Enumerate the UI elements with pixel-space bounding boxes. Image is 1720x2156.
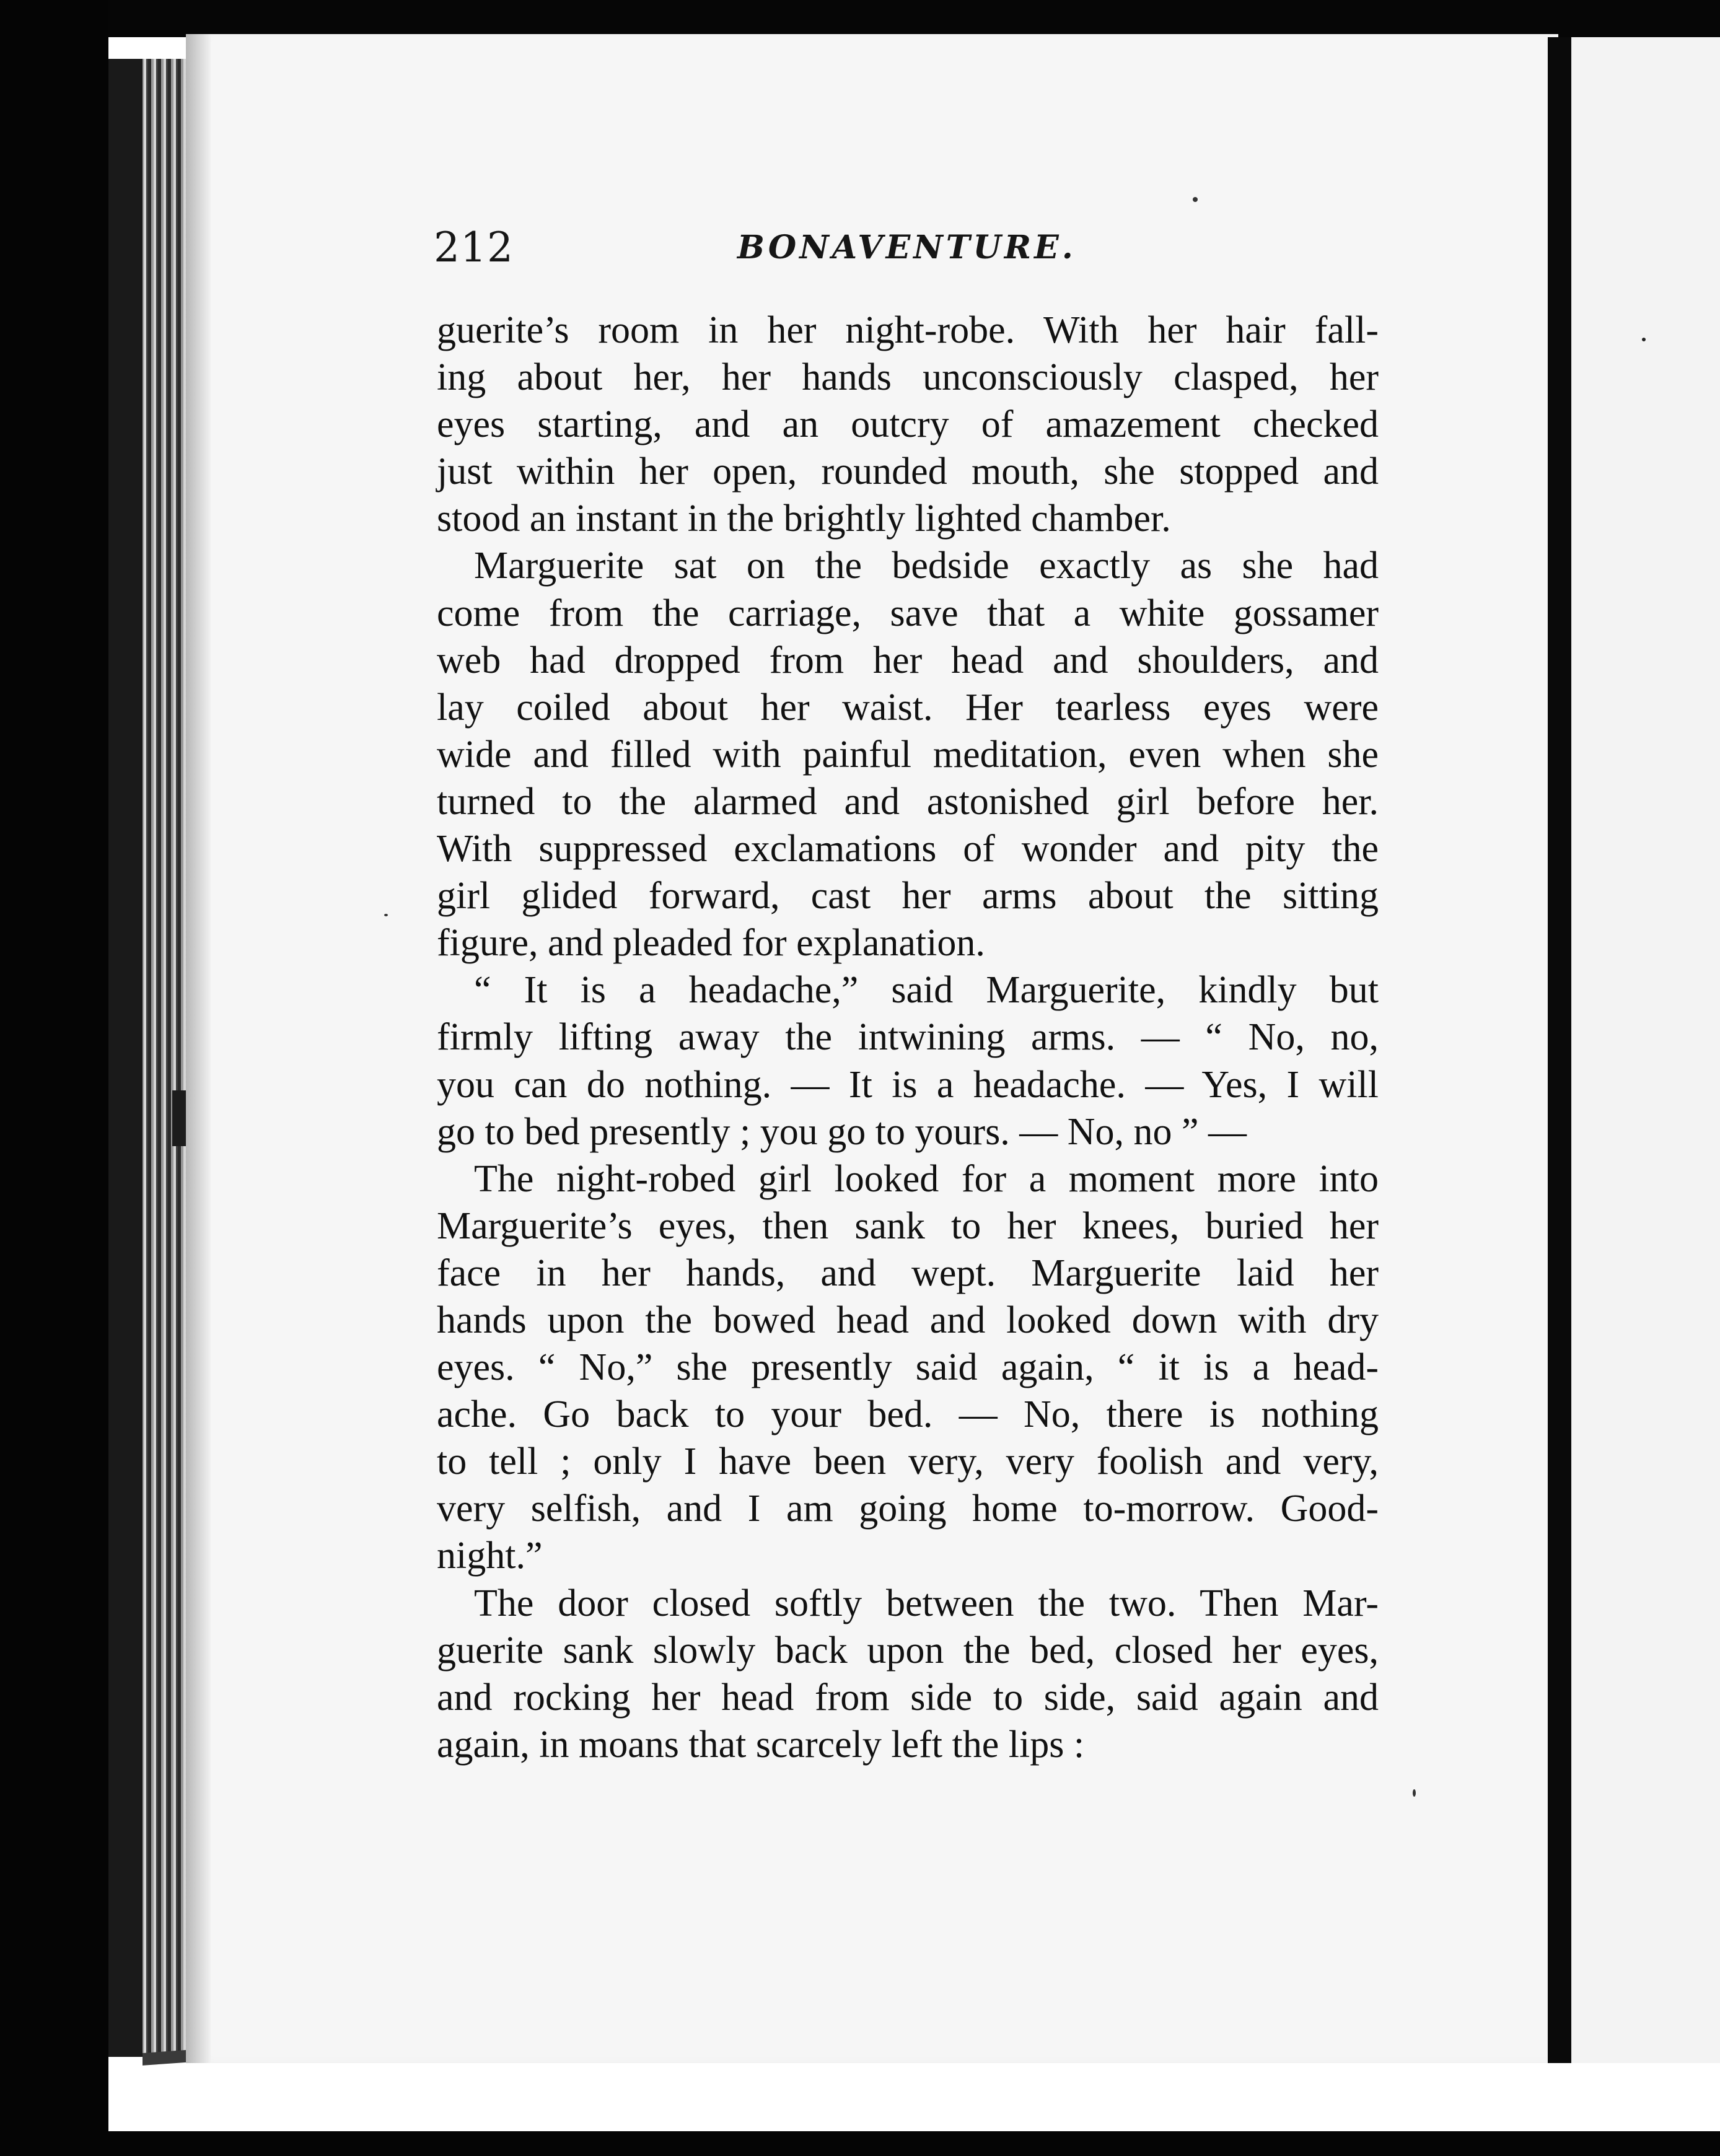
text-line: ing about her, her hands unconsciously clasped, her: [437, 356, 1379, 399]
text-line: night.”: [437, 1535, 543, 1577]
text-line: very selfish, and I am going home to-morrow. Good-: [437, 1488, 1379, 1530]
dust-speck: [1413, 1789, 1416, 1797]
text-line: lay coiled about her waist. Her tearless eyes were: [437, 686, 1379, 729]
text-line: “ It is a headache,” said Marguerite, kindly but: [474, 969, 1379, 1012]
dust-speck: [1193, 197, 1198, 202]
scan-border-left: [0, 0, 108, 2156]
book-spine-shadow: [108, 59, 143, 2057]
text-line: go to bed presently ; you go to yours. — No, no ” —: [437, 1110, 1247, 1153]
text-line: to tell ; only I have been very, very foolish and very,: [437, 1440, 1379, 1483]
scan-border-top: [0, 0, 1720, 37]
text-line: again, in moans that scarcely left the lips :: [437, 1723, 1085, 1766]
page-number: 212: [434, 224, 514, 271]
text-line: turned to the alarmed and astonished girl before her.: [437, 780, 1379, 823]
text-line: and rocking her head from side to side, said again and: [437, 1676, 1379, 1719]
text-line: firmly lifting away the intwining arms. — “ No, no,: [437, 1016, 1379, 1059]
text-line: just within her open, rounded mouth, she stopped and: [437, 450, 1379, 493]
text-line: stood an instant in the brightly lighted chamber.: [437, 497, 1171, 540]
text-line: wide and filled with painful meditation, even when she: [437, 733, 1379, 776]
text-line: girl glided forward, cast her arms about the sitting: [437, 875, 1379, 918]
body-text: [437, 307, 1379, 1768]
dust-speck: [384, 914, 388, 916]
book-gutter: [1548, 37, 1571, 2063]
text-line: eyes. “ No,” she presently said again, “ it is a head-: [437, 1346, 1379, 1389]
text-line: With suppressed exclamations of wonder and pity the: [437, 828, 1379, 870]
facing-page-edge: [1571, 37, 1720, 2063]
text-line: face in her hands, and wept. Marguerite laid her: [437, 1251, 1379, 1294]
text-line: Marguerite’s eyes, then sank to her knees, buried her: [437, 1204, 1379, 1247]
facing-page-speck: [1642, 338, 1646, 341]
text-line: web had dropped from her head and shoulders, and: [437, 639, 1379, 681]
page-curl-shadow: [186, 34, 211, 2063]
text-line: The door closed softly between the two. Then Mar-: [474, 1582, 1379, 1624]
text-line: hands upon the bowed head and looked down with dry: [437, 1299, 1379, 1341]
scan-border-bottom: [0, 2131, 1720, 2156]
text-line: eyes starting, and an outcry of amazement checked: [437, 403, 1379, 446]
text-line: figure, and pleaded for explanation.: [437, 922, 985, 965]
running-title: BONAVENTURE.: [737, 229, 1076, 266]
text-line: The night-robed girl looked for a moment more into: [474, 1157, 1379, 1200]
text-line: Marguerite sat on the bedside exactly as she had: [474, 545, 1379, 587]
text-line: come from the carriage, save that a white gossamer: [437, 592, 1379, 634]
text-line: ache. Go back to your bed. — No, there is nothing: [437, 1393, 1379, 1436]
running-head: [434, 220, 1076, 276]
text-line: guerite sank slowly back upon the bed, closed her eyes,: [437, 1629, 1379, 1672]
text-line: guerite’s room in her night-robe. With her hair fall-: [437, 309, 1379, 351]
text-line: you can do nothing. — It is a headache. — Yes, I will: [437, 1063, 1379, 1106]
